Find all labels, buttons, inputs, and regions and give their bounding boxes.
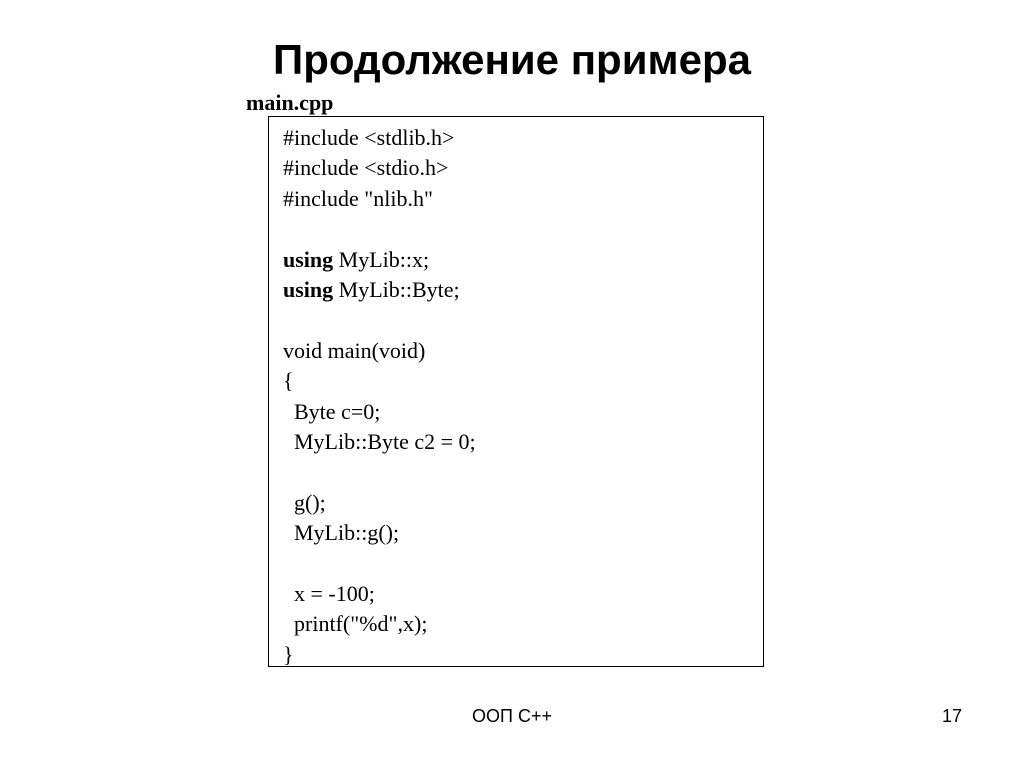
code-text: MyLib::x;	[333, 246, 430, 272]
code-line	[283, 579, 763, 609]
code-line	[283, 397, 763, 427]
code-text: #include "nlib.h"	[283, 185, 433, 211]
code-line	[283, 336, 763, 366]
code-keyword: using	[283, 276, 334, 302]
code-text: x = -100;	[283, 580, 375, 606]
code-line	[283, 214, 763, 244]
code-line	[283, 153, 763, 183]
code-text: }	[283, 641, 294, 667]
code-text: {	[283, 368, 294, 394]
code-line	[283, 366, 763, 396]
code-text: Byte c=0;	[283, 398, 381, 424]
code-line	[283, 245, 763, 275]
footer-course-label: ООП C++	[472, 706, 552, 726]
code-line	[283, 457, 763, 487]
code-text: MyLib::Byte c2 = 0;	[283, 428, 476, 454]
code-text: printf("%d",x);	[283, 611, 428, 637]
slide-page-number: 17	[941, 706, 962, 726]
code-line	[283, 184, 763, 214]
code-line	[283, 305, 763, 335]
code-text: void main(void)	[283, 337, 426, 363]
code-text: #include <stdio.h>	[283, 155, 449, 181]
code-text: #include <stdlib.h>	[283, 125, 455, 150]
code-line	[283, 275, 763, 305]
code-keyword: using	[283, 246, 334, 272]
code-line	[283, 488, 763, 518]
code-line	[283, 123, 763, 153]
slide-title: Продолжение примера	[273, 36, 751, 83]
code-line	[283, 427, 763, 457]
code-line	[283, 518, 763, 548]
code-text: MyLib::Byte;	[333, 276, 460, 302]
code-text: g();	[283, 489, 326, 515]
code-line	[283, 548, 763, 578]
code-text: MyLib::g();	[283, 520, 400, 546]
code-line	[283, 640, 763, 670]
code-line	[283, 609, 763, 639]
code-listing	[268, 116, 764, 667]
file-name-label: main.cpp	[246, 90, 334, 115]
